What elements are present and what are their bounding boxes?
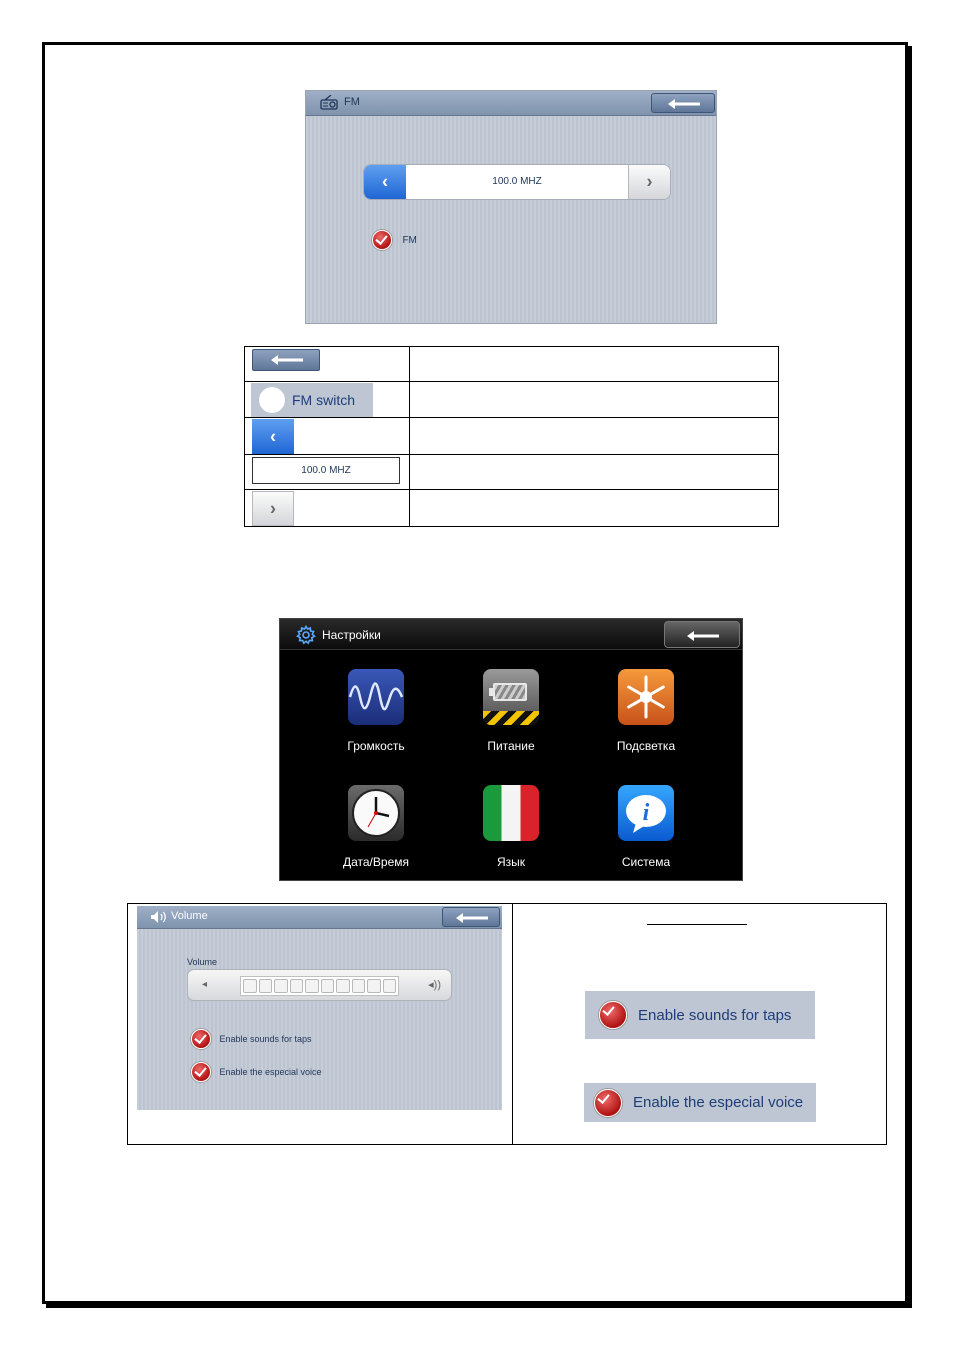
svg-text:i: i — [642, 800, 650, 826]
volume-segment[interactable] — [305, 979, 319, 993]
back-arrow-icon — [686, 630, 720, 642]
legend-control-cell — [245, 490, 410, 527]
volume-screen — [137, 906, 502, 1110]
back-arrow-icon — [270, 354, 304, 366]
back-button[interactable] — [651, 93, 715, 113]
volume-title: Volume — [171, 910, 208, 922]
checkmark-icon — [599, 1001, 627, 1029]
tile-label: Система — [621, 855, 671, 869]
info-icon — [618, 785, 674, 841]
tile-label: Подсветка — [616, 739, 676, 753]
legend-description-cell — [410, 347, 779, 382]
chevron-left-icon: ‹ — [382, 171, 388, 192]
chevron-left-icon: ‹ — [270, 426, 276, 446]
table-row — [245, 347, 779, 382]
waveform-icon — [348, 669, 404, 725]
frequency-bar — [363, 164, 671, 200]
voice-checkbox[interactable] — [191, 1062, 322, 1082]
checkmark-icon — [191, 1062, 211, 1082]
back-button-sample — [252, 349, 320, 371]
legend-control-cell — [245, 382, 410, 418]
checkmark-icon — [594, 1089, 622, 1117]
tile-volume[interactable] — [321, 669, 431, 753]
voice-sample — [584, 1083, 816, 1122]
table-row — [245, 490, 779, 527]
frequency-sample: 100.0 MHZ — [252, 457, 400, 484]
taps-sample-label: Enable sounds for taps — [638, 1007, 792, 1024]
checkmark-icon — [372, 230, 392, 250]
back-button[interactable] — [442, 907, 500, 927]
settings-screen — [279, 618, 743, 881]
clock-icon — [348, 785, 404, 841]
table-row — [245, 455, 779, 490]
volume-segment[interactable] — [352, 979, 366, 993]
voice-sample-label: Enable the especial voice — [633, 1094, 804, 1111]
volume-segments — [240, 976, 399, 996]
taps-sample — [585, 991, 815, 1039]
back-arrow-icon — [455, 912, 489, 924]
settings-title: Настройки — [322, 628, 381, 642]
controls-legend-table — [244, 346, 779, 527]
flag-icon — [483, 785, 539, 841]
taps-label: Enable sounds for taps — [219, 1034, 312, 1044]
tile-datetime[interactable] — [321, 785, 431, 869]
frequency-display: 100.0 MHZ — [492, 176, 542, 187]
checkmark-icon — [191, 1029, 211, 1049]
tile-language[interactable] — [456, 785, 566, 869]
battery-icon — [483, 669, 539, 725]
volume-segment[interactable] — [290, 979, 304, 993]
next-button-sample — [252, 491, 294, 526]
fm-switch-sample — [251, 383, 373, 417]
chevron-right-icon: › — [646, 171, 653, 192]
tile-label: Питание — [487, 739, 535, 753]
settings-title-bar — [280, 619, 742, 650]
gear-icon — [296, 625, 316, 650]
volume-label: Volume — [187, 957, 218, 967]
legend-description-cell — [410, 490, 779, 527]
volume-segment[interactable] — [274, 979, 288, 993]
tile-power[interactable] — [456, 669, 566, 753]
next-frequency-button[interactable] — [628, 165, 670, 199]
legend-description-cell — [410, 455, 779, 490]
table-row — [245, 382, 779, 418]
volume-table — [127, 903, 887, 1145]
legend-control-cell — [245, 418, 410, 455]
legend-description-cell — [410, 418, 779, 455]
tile-label: Дата/Время — [342, 855, 409, 869]
speaker-icon — [150, 910, 168, 929]
volume-segment[interactable] — [367, 979, 381, 993]
underline-rule — [647, 924, 747, 925]
fm-switch-label: FM — [402, 234, 417, 246]
chevron-right-icon: › — [270, 498, 276, 518]
volume-up-icon[interactable]: ◂)) — [428, 979, 441, 991]
fm-switch-sample-label: FM switch — [292, 392, 355, 408]
volume-segment[interactable] — [383, 979, 397, 993]
voice-label: Enable the especial voice — [219, 1067, 322, 1077]
tile-system[interactable] — [591, 785, 701, 869]
volume-segment[interactable] — [336, 979, 350, 993]
volume-title-bar — [137, 906, 502, 929]
volume-down-icon[interactable]: ◂ — [202, 979, 208, 990]
table-divider — [512, 904, 513, 1144]
legend-control-cell — [245, 347, 410, 382]
volume-segment[interactable] — [321, 979, 335, 993]
back-arrow-icon — [667, 98, 701, 110]
prev-frequency-button[interactable] — [364, 165, 406, 199]
fm-screen — [305, 90, 717, 324]
tile-label: Язык — [496, 855, 526, 869]
legend-description-cell — [410, 382, 779, 418]
fm-switch[interactable] — [372, 230, 417, 250]
table-row — [245, 418, 779, 455]
volume-segment[interactable] — [259, 979, 273, 993]
legend-control-cell — [245, 455, 410, 490]
volume-segment[interactable] — [243, 979, 257, 993]
switch-off-icon — [259, 387, 285, 413]
prev-button-sample — [252, 419, 294, 454]
tile-label: Громкость — [347, 739, 405, 753]
tile-backlight[interactable] — [591, 669, 701, 753]
volume-slider[interactable] — [187, 969, 452, 1001]
fm-title: FM — [344, 96, 360, 108]
snowflake-icon — [618, 669, 674, 725]
fm-title-bar — [306, 91, 716, 116]
radio-icon — [320, 95, 338, 110]
back-button[interactable] — [664, 621, 740, 648]
taps-checkbox[interactable] — [191, 1029, 312, 1049]
